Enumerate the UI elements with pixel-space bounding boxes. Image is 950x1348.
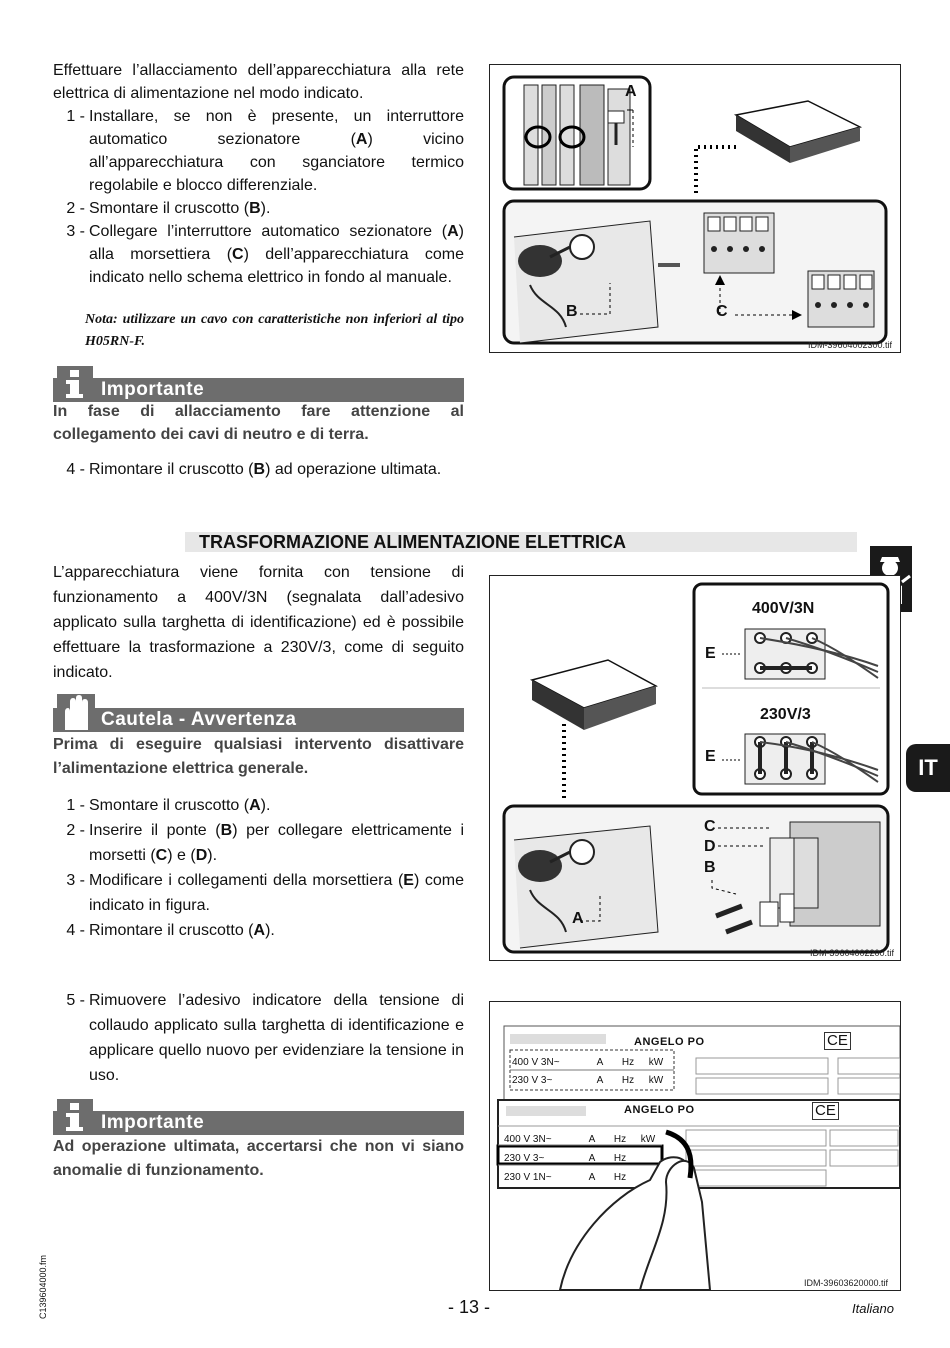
ce-mark-back: CE: [824, 1032, 851, 1050]
label-e-bottom: E: [705, 748, 716, 765]
language-tab-label: IT: [918, 755, 938, 780]
label-b: B: [704, 859, 716, 876]
language-label: Italiano: [852, 1301, 894, 1316]
hand-warning-icon: [57, 694, 93, 730]
brand-logo-back: ANGELO PO: [634, 1036, 705, 1048]
label-c: C: [716, 303, 728, 320]
page-number: - 13 -: [448, 1297, 491, 1317]
step-number: 2 -: [66, 822, 85, 839]
step-number: 1 -: [66, 797, 85, 814]
label-d: D: [704, 838, 716, 855]
rating-row: [512, 1072, 672, 1090]
rating-cell: Hz: [613, 1153, 627, 1164]
importante-text-2: Ad operazione ultimata, accertarsi che non vi siano anomalie di funzionamento.: [53, 1138, 464, 1179]
step-text: Inserire il ponte (B) per collegare elettricamente i morsetti (C) e (D).: [89, 822, 464, 864]
rating-cell: A: [588, 1153, 596, 1164]
step-text: Rimontare il cruscotto (A).: [89, 922, 275, 939]
info-icon: [57, 1099, 93, 1135]
rating-rows-front: [504, 1130, 664, 1187]
step-number: 3 -: [66, 223, 85, 240]
label-c: C: [704, 818, 716, 835]
list-item: [53, 793, 464, 818]
step-number: 2 -: [66, 200, 85, 217]
importante-banner-1: [53, 378, 464, 402]
figure-voltage-transformation: [489, 575, 901, 961]
figure-rating-plate: [489, 1001, 901, 1291]
rating-cell: 230 V 3~: [512, 1075, 553, 1086]
importante-label: Importante: [101, 379, 205, 400]
importante-text-1: In fase di allacciamento fare attenzione al collegamento dei cavi di neutro e di terra.: [53, 403, 464, 443]
figure-caption: IDM-39604002300.tif: [807, 340, 892, 350]
rating-row: [504, 1130, 664, 1149]
list-item: [53, 197, 464, 220]
rating-cell: 400 V 3N~: [512, 1057, 560, 1068]
info-icon: [57, 366, 93, 402]
rating-cell: [634, 1149, 662, 1168]
rating-cell: A: [596, 1057, 604, 1068]
step-number: 4 -: [66, 922, 85, 939]
rating-cell: A: [588, 1172, 596, 1183]
note-text: Nota: utilizzare un cavo con caratteristiche non inferiori al tipo H05RN-F.: [85, 312, 464, 349]
step-number: 3 -: [66, 872, 85, 889]
step-text: Smontare il cruscotto (B).: [89, 200, 271, 217]
list-item: [53, 105, 464, 197]
rating-cell: Hz: [613, 1172, 627, 1183]
importante-label: Importante: [101, 1112, 205, 1133]
cautela-banner: [53, 708, 464, 732]
rating-cell: 400 V 3N~: [504, 1134, 552, 1145]
rating-cell: Hz: [621, 1075, 635, 1086]
step-b5: 5 - Rimuovere l’adesivo indicatore della tensione di collaudo applicato sulla targhetta di identificazione e applicare quello nuovo per evidenziare la tensione in uso.: [66, 992, 464, 1084]
label-b: B: [566, 303, 578, 320]
language-tab: [906, 744, 950, 792]
rating-cell: 230 V 3~: [504, 1153, 545, 1164]
list-item: [53, 818, 464, 868]
brand-logo-front: ANGELO PO: [624, 1104, 695, 1116]
label-230v: 230V/3: [760, 706, 811, 723]
cautela-label: Cautela - Avvertenza: [101, 709, 297, 730]
step-a4: 4 - Rimontare il cruscotto (B) ad operazione ultimata.: [66, 461, 442, 478]
label-a: A: [572, 910, 584, 927]
rating-row: [504, 1168, 664, 1187]
importante-banner-2: [53, 1111, 464, 1135]
rating-row: [504, 1149, 664, 1168]
rating-cell: kW: [640, 1134, 656, 1145]
rating-cell: Hz: [613, 1134, 627, 1145]
label-400v: 400V/3N: [752, 600, 815, 617]
label-e-top: E: [705, 645, 716, 662]
section-intro: L’apparecchiatura viene fornita con tensione di funzionamento a 400V/3N (segnalata dall’adesivo applicato sulla targhetta di identificazione) ed è possibile effettuare la trasformazione a 230V/3, come di seguito indicato.: [53, 564, 464, 681]
file-reference: C139604000.fm: [38, 1254, 48, 1319]
step-text: Installare, se non è presente, un interruttore automatico sezionatore (A) vicino all’apparecchiatura con sganciatore termico regolabile e blocco differenziale.: [89, 108, 464, 194]
steps-list-b: [53, 793, 464, 943]
figure-connection-diagram: [489, 64, 901, 353]
rating-cell: kW: [648, 1075, 664, 1086]
list-item: [53, 220, 464, 289]
step-number: 1 -: [66, 108, 85, 125]
rating-cell: A: [588, 1134, 596, 1145]
steps-list-a: [53, 105, 464, 289]
step-text: Modificare i collegamenti della morsettiera (E) come indicato in figura.: [89, 872, 464, 914]
label-a: A: [625, 83, 637, 100]
rating-cell: Hz: [621, 1057, 635, 1068]
figure-caption: IDM-39604002200.tif: [809, 948, 894, 958]
rating-cell: kW: [648, 1057, 664, 1068]
rating-cell: [634, 1168, 662, 1187]
cautela-text: Prima di eseguire qualsiasi intervento disattivare l’alimentazione elettrica generale.: [53, 736, 464, 777]
list-item: [53, 918, 464, 943]
step-text: Collegare l’interruttore automatico sezionatore (A) alla morsettiera (C) dell’apparecchiatura come indicato nello schema elettrico in fondo al manuale.: [89, 223, 464, 286]
list-item: [53, 868, 464, 918]
rating-cell: 230 V 1N~: [504, 1172, 552, 1183]
rating-row: [512, 1054, 672, 1072]
rating-rows-back: [512, 1054, 672, 1090]
figure-caption: IDM-39603620000.tif: [803, 1278, 888, 1288]
intro-paragraph: Effettuare l’allacciamento dell’apparecchiatura alla rete elettrica di alimentazione nel modo indicato.: [53, 62, 464, 102]
rating-cell: A: [596, 1075, 604, 1086]
section-title: TRASFORMAZIONE ALIMENTAZIONE ELETTRICA: [185, 532, 857, 552]
ce-mark-front: CE: [812, 1102, 839, 1120]
step-text: Smontare il cruscotto (A).: [89, 797, 271, 814]
